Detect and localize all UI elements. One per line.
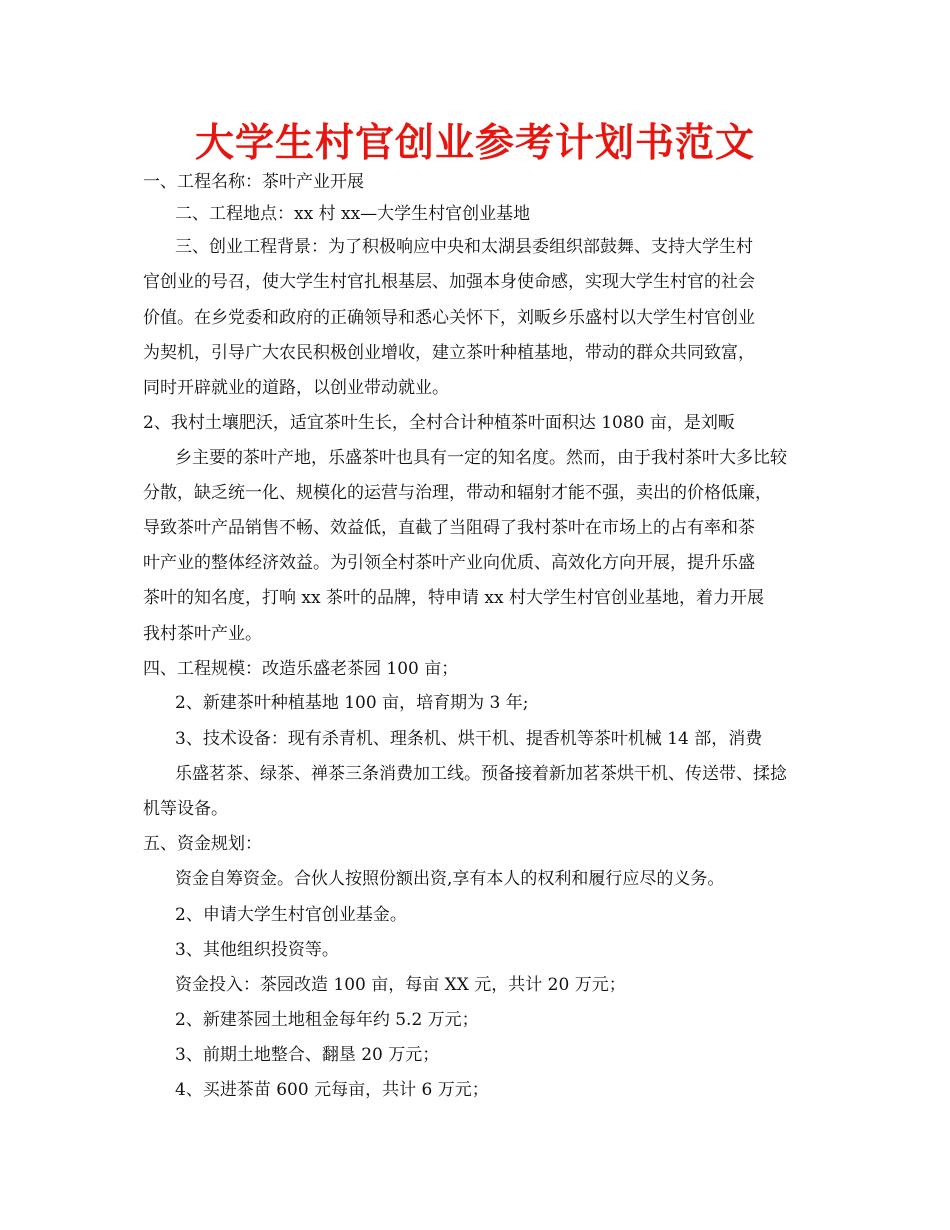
paragraph-line: 四、工程规模：改造乐盛老茶园 100 亩； (143, 659, 459, 679)
paragraph-line: 官创业的号召，使大学生村官扎根基层、加强本身使命感，实现大学生村官的社会 (143, 272, 755, 292)
paragraph-line: 资金自筹资金。合伙人按照份额出资,享有本人的权利和履行应尽的义务。 (175, 869, 725, 889)
paragraph-line: 3、技术设备：现有杀青机、理条机、烘干机、提香机等茶叶机械 14 部，消费 (175, 729, 763, 749)
paragraph-line: 资金投入：茶园改造 100 亩，每亩 XX 元，共计 20 万元； (175, 975, 626, 995)
paragraph-line: 乐盛茗茶、绿茶、禅茶三条消费加工线。预备接着新加茗茶烘干机、传送带、揉捻 (175, 764, 787, 784)
paragraph-line: 同时开辟就业的道路，以创业带动就业。 (143, 378, 449, 398)
paragraph-line: 3、其他组织投资等。 (175, 940, 339, 960)
paragraph-line: 茶叶的知名度，打响 xx 茶叶的品牌，特申请 xx 村大学生村官创业基地，着力开展 (143, 588, 764, 608)
paragraph-line: 2、我村土壤肥沃，适宜茶叶生长，全村合计种植茶叶面积达 1080 亩，是刘畈 (143, 413, 735, 433)
paragraph-line: 一、工程名称：茶叶产业开展 (143, 172, 364, 192)
paragraph-line: 二、工程地点：xx 村 xx—大学生村官创业基地 (175, 204, 531, 224)
paragraph-line: 导致茶叶产品销售不畅、效益低，直截了当阻碍了我村茶叶在市场上的占有率和茶 (143, 518, 755, 538)
paragraph-line: 三、创业工程背景：为了积极响应中央和太湖县委组织部鼓舞、支持大学生村 (175, 237, 753, 257)
paragraph-line: 分散，缺乏统一化、规模化的运营与治理，带动和辐射才能不强，卖出的价格低廉， (143, 483, 772, 503)
paragraph-line: 4、买进茶苗 600 元每亩，共计 6 万元； (175, 1080, 489, 1100)
paragraph-line: 价值。在乡党委和政府的正确领导和悉心关怀下，刘畈乡乐盛村以大学生村官创业 (143, 308, 755, 328)
paragraph-line: 2、申请大学生村官创业基金。 (175, 905, 407, 925)
paragraph-line: 乡主要的茶叶产地，乐盛茶叶也具有一定的知名度。然而，由于我村茶叶大多比较 (175, 448, 787, 468)
paragraph-line: 2、新建茶叶种植基地 100 亩，培育期为 3 年; (175, 693, 529, 713)
paragraph-line: 五、资金规划： (143, 834, 262, 854)
paragraph-line: 3、前期土地整合、翻垦 20 万元； (175, 1045, 440, 1065)
paragraph-line: 2、新建茶园土地租金每年约 5.2 万元； (175, 1010, 479, 1030)
paragraph-line: 我村茶叶产业。 (143, 624, 262, 644)
paragraph-line: 机等设备。 (143, 799, 228, 819)
paragraph-line: 为契机，引导广大农民积极创业增收，建立茶叶种植基地，带动的群众共同致富， (143, 343, 755, 363)
document-title: 大学生村官创业参考计划书范文 (194, 121, 755, 166)
paragraph-line: 叶产业的整体经济效益。为引领全村茶叶产业向优质、高效化方向开展，提升乐盛 (143, 553, 755, 573)
